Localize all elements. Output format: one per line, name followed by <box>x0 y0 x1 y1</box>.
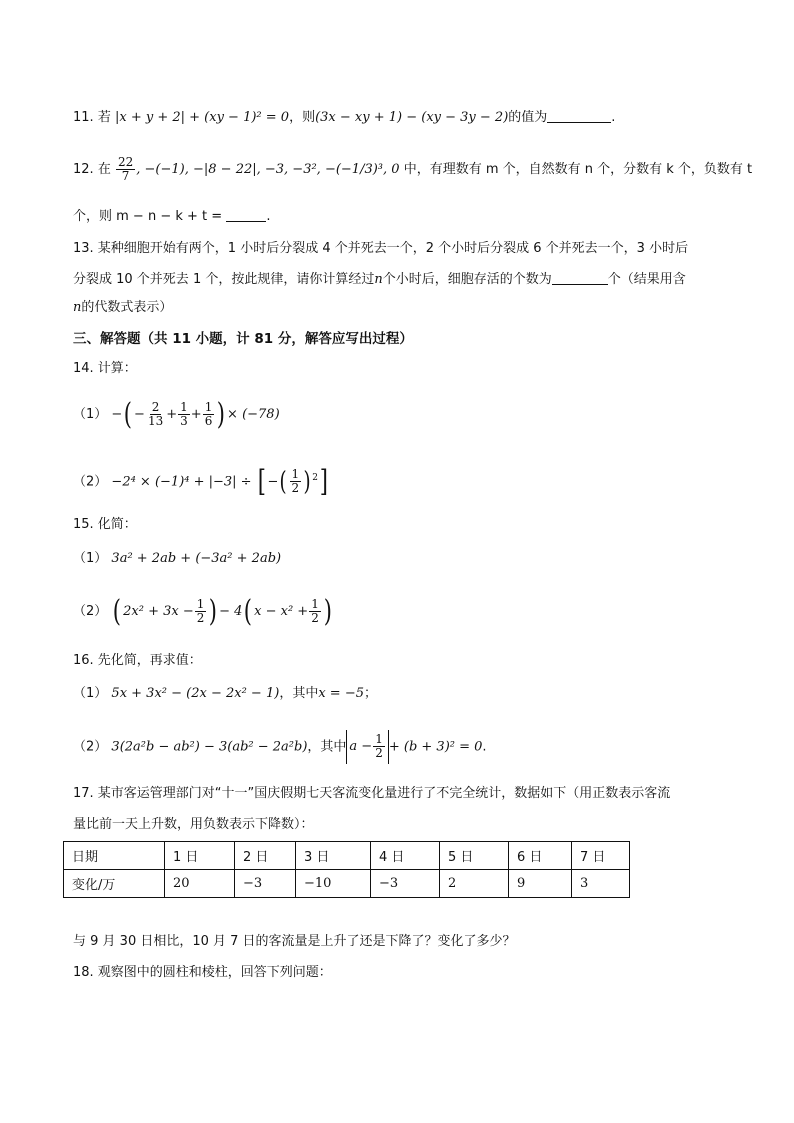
numerator: 1 <box>375 732 383 746</box>
q13-line2c: 个（结果用含 <box>607 272 686 287</box>
table-row <box>64 870 630 898</box>
q16-title: 16. 先化简，再求值： <box>73 653 202 668</box>
q16-p2-tail: + (b + 3)² = 0 <box>388 739 483 755</box>
q14-p1-tail: × (−78) <box>227 407 280 422</box>
fraction <box>309 598 321 625</box>
q12-line1-tail: 中，有理数有 m 个，自然数有 n 个，分数有 k 个，负数有 t <box>403 162 753 177</box>
q11-tail: 的值为 <box>508 110 548 125</box>
q14-p2-expression: −2⁴ × (−1)⁴ + |−3| ÷ <box>111 474 252 490</box>
q16-p2-where: ，其中 <box>307 739 347 755</box>
denominator: 6 <box>204 414 213 428</box>
numerator: 2 <box>151 400 160 414</box>
table-cell: 20 <box>165 870 235 898</box>
question-17-line1 <box>73 784 670 804</box>
q17-question: 与 9 月 30 日相比，10 月 7 日的客流量是上升了还是下降了？变化了多少？ <box>73 934 516 949</box>
question-12 <box>73 153 752 187</box>
question-16-part2 <box>73 730 487 765</box>
q16-p1-where: ，其中 <box>279 686 319 701</box>
q14-title: 14. 计算： <box>73 361 137 376</box>
table-cell: −3 <box>371 870 440 898</box>
q12-line2: 个，则 m − n − k + t = <box>73 209 223 224</box>
fraction <box>116 156 135 183</box>
q17-line2: 量比前一天上升数，用负数表示下降数）： <box>73 817 314 832</box>
section-title: 三、解答题（共 11 小题，计 81 分，解答应写出过程） <box>73 331 413 347</box>
q16-p1-expression: 5x + 3x² − (2x − 2x² − 1) <box>111 686 280 701</box>
denominator: 7 <box>121 169 130 183</box>
table-header-cell: 1 日 <box>165 842 235 870</box>
table-header-cell: 2 日 <box>235 842 296 870</box>
part-label: （2） <box>73 604 108 619</box>
question-16-part1 <box>73 684 377 704</box>
q11-number: 11. <box>73 110 94 125</box>
question-13-line3 <box>73 298 172 318</box>
q15-p2-b: − 4 <box>219 604 243 619</box>
q15-title: 15. 化简： <box>73 517 137 532</box>
q17-line1: 17. 某市客运管理部门对“十一”国庆假期七天客流变化量进行了不完全统计，数据如下（用正数表示客流 <box>73 786 671 801</box>
denominator: 2 <box>196 611 205 625</box>
q11-expression: (3x − xy + 1) − (xy − 3y − 2) <box>315 110 509 125</box>
numerator: 1 <box>196 597 205 611</box>
answer-blank[interactable] <box>547 108 611 123</box>
question-17-line2 <box>73 815 314 835</box>
table-header-cell: 4 日 <box>371 842 440 870</box>
question-15-title <box>73 515 137 535</box>
table-row-label: 变化/万 <box>64 870 165 898</box>
minus-sign: − <box>111 407 123 422</box>
numerator: 1 <box>204 400 213 414</box>
denominator: 3 <box>180 414 188 428</box>
q13-line3: 的代数式表示） <box>81 300 173 315</box>
question-13-line1 <box>73 239 688 259</box>
q18-line: 18. 观察图中的圆柱和棱柱，回答下列问题： <box>73 965 332 980</box>
numerator: 1 <box>291 467 300 482</box>
fraction <box>146 401 165 428</box>
q13-var: n <box>73 300 82 315</box>
q16-p1-end: ； <box>363 686 377 701</box>
table-header-row <box>64 842 630 870</box>
fraction <box>203 401 215 428</box>
table-cell: −10 <box>296 870 371 898</box>
data-table <box>63 841 630 898</box>
question-14-part2: （2） −2⁴ × (−1)⁴ + |−3| ÷ [ −( $\frac{1}{2}$ ) $^2$] <box>73 463 328 499</box>
denominator: 2 <box>311 611 319 625</box>
q12-number: 12. <box>73 162 94 177</box>
q12-numbers: , −(−1), −|8 − 22|, −3, −3², −(−1/3)³, 0 <box>136 162 400 177</box>
q13-line1: 13. 某种细胞开始有两个，1 小时后分裂成 4 个并死去一个，2 个小时后分裂成 6 个并死去一个，3 小时后 <box>73 241 689 256</box>
q16-p2-end: . <box>482 739 487 755</box>
denominator: 13 <box>147 414 164 428</box>
question-15-part1 <box>73 549 281 569</box>
table-cell: 2 <box>440 870 509 898</box>
part-label: （1） <box>73 407 108 422</box>
table-header-cell: 7 日 <box>572 842 630 870</box>
q12-lead: 在 <box>97 162 111 177</box>
part-label: （1） <box>73 686 108 701</box>
denominator: 2 <box>291 481 300 496</box>
q13-var: n <box>374 272 383 287</box>
question-13-line2 <box>73 270 686 290</box>
fraction <box>178 401 190 428</box>
fraction <box>373 733 385 760</box>
table-header-cell: 日期 <box>64 842 165 870</box>
question-11 <box>73 108 615 128</box>
fraction <box>290 468 302 495</box>
denominator: 2 <box>375 746 383 760</box>
absolute-value <box>346 730 388 764</box>
numerator: 1 <box>180 400 188 414</box>
table-header-cell: 5 日 <box>440 842 509 870</box>
q16-p1-condition: x = −5 <box>318 686 364 701</box>
table-header-cell: 6 日 <box>509 842 572 870</box>
question-18 <box>73 963 332 983</box>
part-label: （2） <box>73 739 108 755</box>
q13-line2a: 分裂成 10 个并死去 1 个，按此规律，请你计算经过 <box>73 272 375 287</box>
question-14-title <box>73 359 137 379</box>
answer-blank[interactable] <box>226 207 266 222</box>
table-header-cell: 3 日 <box>296 842 371 870</box>
question-15-part2: （2） ( 2x² + 3x − $\frac{1}{2}$ ) − 4( x − x² + $\frac{1}{2}$ ) <box>73 593 332 629</box>
table-cell: 9 <box>509 870 572 898</box>
section-heading <box>73 329 413 349</box>
q15-p1-expression: 3a² + 2ab + (−3a² + 2ab) <box>111 551 282 566</box>
q16-p2-abs: a − <box>349 739 373 754</box>
q15-p2-a: 2x² + 3x − <box>123 604 194 619</box>
numerator: 22 <box>117 155 134 169</box>
q11-condition: |x + y + 2| + (xy − 1)² = 0 <box>114 110 290 125</box>
q13-line2b: 个小时后，细胞存活的个数为 <box>382 272 552 287</box>
q11-if: 若 <box>97 110 111 125</box>
question-17-question <box>73 932 516 952</box>
q11-end: . <box>611 110 616 125</box>
answer-blank[interactable] <box>552 270 608 285</box>
q15-p2-c: x − x² + <box>254 604 309 619</box>
question-12-line2 <box>73 207 270 227</box>
q11-then: ，则 <box>289 110 316 125</box>
q16-p2-expression: 3(2a²b − ab²) − 3(ab² − 2a²b) <box>111 739 308 755</box>
question-16-title <box>73 651 202 671</box>
part-label: （1） <box>73 551 108 566</box>
table-cell: −3 <box>235 870 296 898</box>
table-cell: 3 <box>572 870 630 898</box>
numerator: 1 <box>311 597 319 611</box>
question-14-part1: （1） −( − $\frac{2}{13}$ + $\frac{1}{3}$ + $\frac{1}{6}$ ) × (−78) <box>73 396 280 432</box>
q12-end: . <box>266 209 271 224</box>
fraction <box>195 598 207 625</box>
part-label: （2） <box>73 474 108 490</box>
